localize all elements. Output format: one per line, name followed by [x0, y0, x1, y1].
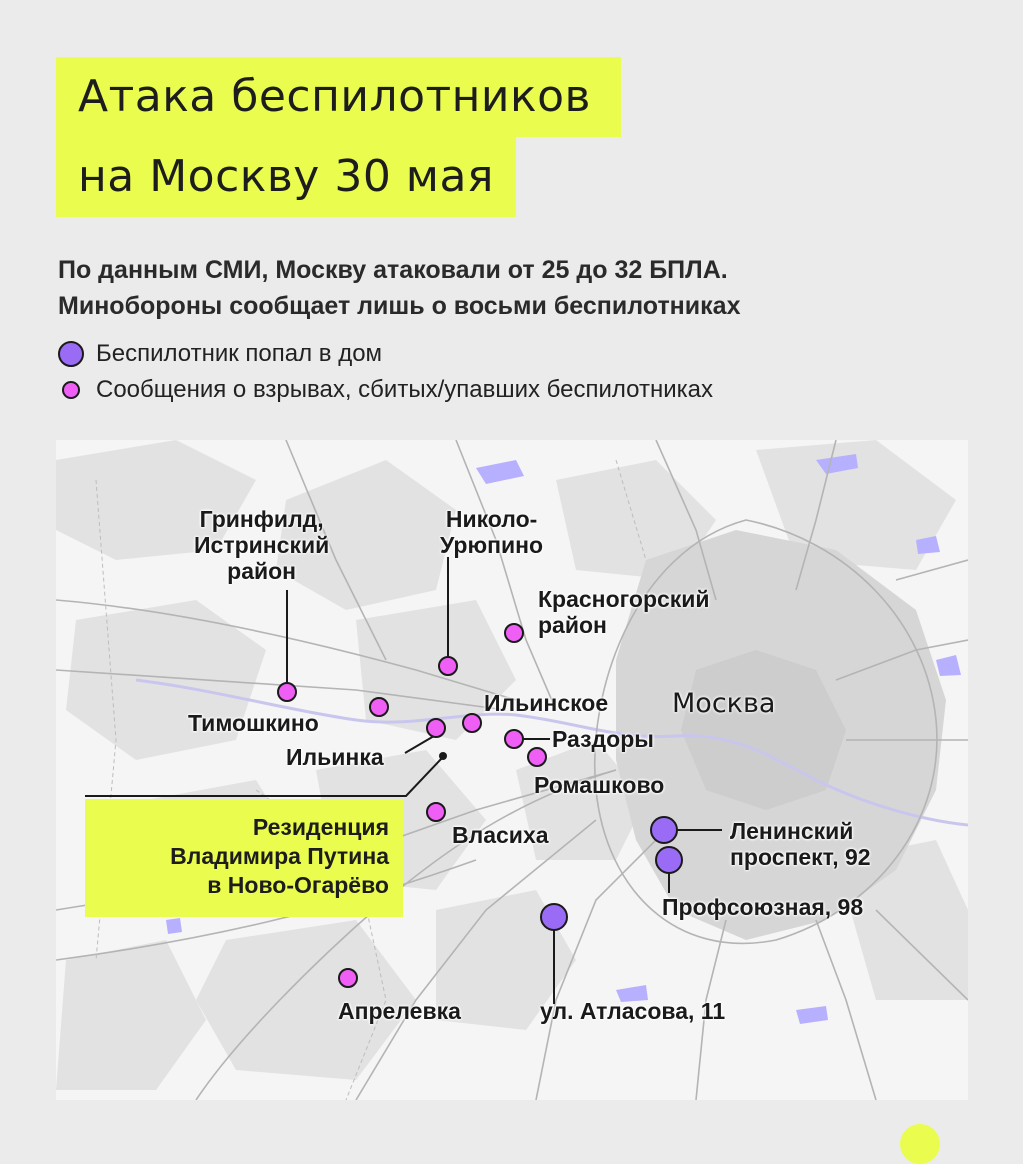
marker-profsoyuznaya — [656, 847, 682, 873]
label-romashkovo: Ромашково — [534, 772, 665, 798]
marker-ilinskoe — [463, 714, 481, 732]
legend-row-reports — [58, 372, 713, 408]
marker-timoshkino — [370, 698, 388, 716]
residence-line-2: Владимира Путина — [170, 843, 389, 869]
map — [56, 440, 968, 1100]
subtitle-line-1: По данным СМИ, Москву атаковали от 25 до 32 БПЛА. — [58, 256, 728, 284]
marker-razdory — [505, 730, 523, 748]
label-leninsky-line-1: Ленинский — [730, 818, 854, 844]
marker-vlasikha — [427, 803, 445, 821]
label-aprelevka: Апрелевка — [338, 998, 461, 1024]
marker-atlasova — [541, 904, 567, 930]
label-nikolo-uryupino — [440, 506, 543, 558]
label-grinfild-line-1: Гринфилд, — [199, 506, 324, 532]
label-krasnogorsk-line-1: Красногорский — [538, 586, 710, 612]
brand-dot-decoration — [900, 1124, 940, 1164]
legend — [58, 336, 713, 408]
label-timoshkino: Тимошкино — [188, 710, 319, 736]
report-marker-icon — [62, 381, 80, 399]
city-label-moscow: Москва — [672, 688, 776, 719]
marker-leninsky-prospekt — [651, 817, 677, 843]
label-grinfild-line-3: район — [227, 558, 297, 584]
label-nikolo-line-1: Николо- — [445, 506, 538, 532]
label-grinfild — [194, 506, 329, 584]
house-hit-marker-icon — [58, 341, 84, 367]
label-ilinskoe: Ильинское — [484, 690, 609, 716]
legend-row-house-hit — [58, 336, 713, 372]
subtitle — [58, 252, 740, 324]
marker-krasnogorsk — [505, 624, 523, 642]
residence-line-1: Резиденция — [252, 814, 389, 840]
label-krasnogorsk-line-2: район — [538, 612, 607, 638]
label-profsoyuznaya: Профсоюзная, 98 — [662, 894, 864, 920]
label-leninsky-prospekt — [730, 818, 871, 870]
title-line-1: Атака беспилотников — [56, 57, 621, 137]
label-ilinka: Ильинка — [286, 744, 384, 770]
title-block — [56, 57, 621, 217]
title-line-2: на Москву 30 мая — [56, 137, 516, 217]
marker-ilinka — [427, 719, 445, 737]
subtitle-line-2: Минобороны сообщает лишь о восьми беспилотниках — [58, 292, 741, 320]
legend-reports-label: Сообщения о взрывах, сбитых/упавших беспилотниках — [96, 376, 714, 403]
label-nikolo-line-2: Урюпино — [440, 532, 544, 558]
legend-house-hit-label: Беспилотник попал в дом — [96, 340, 383, 367]
label-krasnogorsk — [538, 586, 710, 638]
residence-callout — [85, 799, 403, 917]
marker-grinfild — [278, 683, 296, 701]
marker-nikolo-uryupino — [439, 657, 457, 675]
residence-line-3: в Ново-Огарёво — [207, 872, 389, 898]
residence-point-icon — [439, 752, 447, 760]
label-leninsky-line-2: проспект, 92 — [730, 844, 871, 870]
label-grinfild-line-2: Истринский — [194, 532, 330, 558]
marker-romashkovo — [528, 748, 546, 766]
label-razdory: Раздоры — [552, 726, 654, 752]
label-atlasova: ул. Атласова, 11 — [540, 998, 726, 1024]
label-vlasikha: Власиха — [452, 822, 549, 848]
marker-aprelevka — [339, 969, 357, 987]
